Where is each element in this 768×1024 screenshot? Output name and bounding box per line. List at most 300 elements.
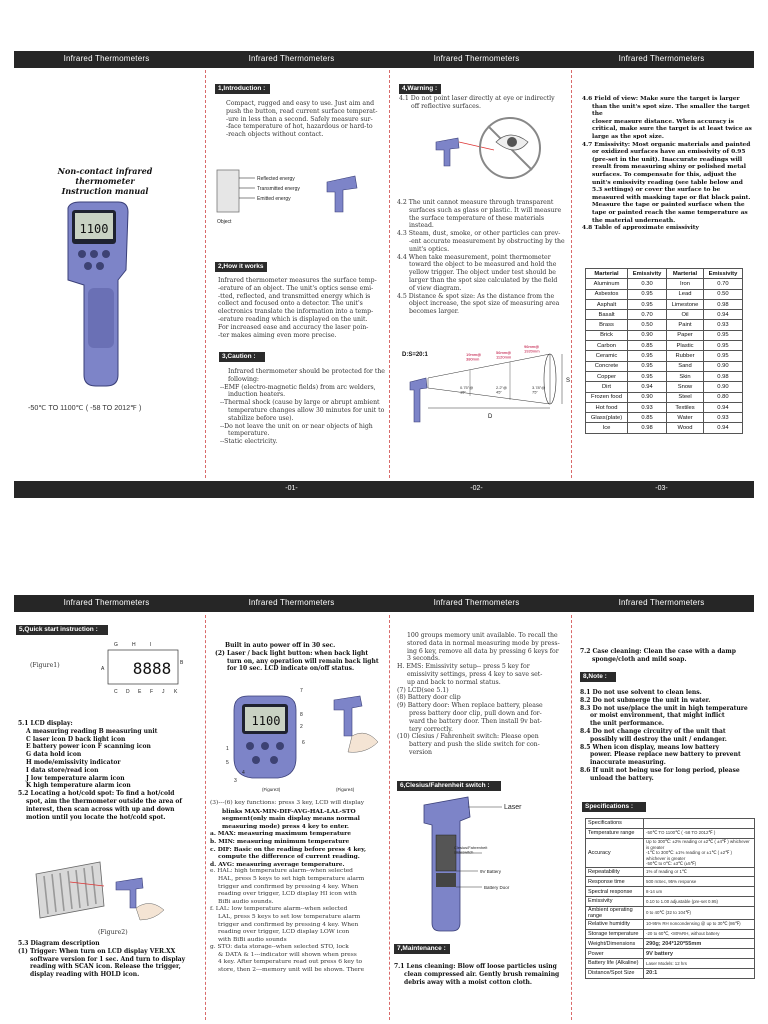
keys-line: blinks MAX-MIN-DIF-AVG-HAL-LAL-STO (222, 807, 356, 815)
hot-cold-spot-illustration (30, 858, 200, 930)
note-heading: 8,Note : (580, 672, 616, 682)
fov-line: Measure the tape or painted surface when the (592, 201, 745, 209)
emissivity-cell: 0.90 (703, 382, 742, 392)
reflected-energy-label: Reflected energy (257, 176, 295, 182)
emissivity-cell: Dirt (586, 382, 628, 392)
spec-key: Emissivity (586, 896, 644, 906)
spec-key: Response time (586, 877, 644, 887)
qs-line: reading with SCAN icon. Release the trigger, (30, 963, 181, 971)
spec-row (586, 929, 755, 939)
column-divider (389, 615, 390, 1020)
emissivity-cell: Sand (667, 361, 704, 371)
maint-line: clean compressed air. Gently brush remaining (404, 970, 560, 978)
qs-line: A measuring reading B measuring unit (26, 727, 158, 735)
keys-line: store, then 2---memory unit will be shown. There (218, 967, 365, 974)
qs-line: H mode/emissivity indicator (26, 758, 121, 766)
qs-line: J low temperature alarm icon (26, 774, 125, 782)
spec-key: Ambient operating range (586, 906, 644, 919)
emissivity-cell: Brick (586, 330, 628, 340)
warning-line: of view diagram. (409, 284, 462, 292)
emissivity-cell: Asphalt (586, 299, 628, 309)
caution-line: stabilize before use). (228, 414, 294, 422)
keys-line: compute the difference of current reading. (218, 853, 360, 861)
spec-key: Temperature range (586, 828, 644, 838)
d-label: D (488, 414, 493, 420)
header-title-1: Infrared Thermometers (63, 54, 150, 63)
how-line: Infrared thermometer measures the surface temp- (218, 277, 377, 284)
spec-row (586, 867, 755, 877)
emissivity-cell: 0.94 (703, 402, 742, 412)
caution-text (220, 368, 385, 446)
callout-1: 1 (226, 746, 229, 752)
warning-line: 4.5 Distance & spot size: As the distance from the (397, 292, 555, 300)
fov-line: 4.6 Field of view: Make sure the target is larger (582, 95, 740, 102)
how-line: electronics translate the information into a temp- (218, 308, 374, 316)
spec-value: 1% of reading or 1℃ (644, 867, 755, 877)
qs-line: display reading with HOLD icon. (30, 971, 140, 979)
emissivity-header-row (586, 269, 743, 279)
spec-key: Repeatability (586, 867, 644, 877)
emissivity-cell: 0.95 (703, 330, 742, 340)
keys-line: trigger and confirmed by pressing 4 key. When (218, 921, 359, 928)
emissivity-cell: Steel (667, 392, 704, 402)
emissivity-cell: 0.94 (703, 310, 742, 320)
battery-switch-illustration (420, 795, 540, 935)
spec-key: Spectral response (586, 887, 644, 897)
keys-line: c. DIF: Basic on the reading before press 4 key, (210, 845, 367, 853)
spec-value: 0 to 40℃ (32 to 104℉) (644, 906, 755, 919)
keys-line: reading over trigger, LCD display LOW icon (218, 929, 350, 936)
case-cleaning-text (580, 648, 762, 664)
keys-line: b. MIN: measuring minimum temperature (210, 837, 350, 845)
spec-table (585, 818, 755, 979)
emissivity-row (586, 310, 743, 320)
key-functions-text (210, 800, 388, 975)
cf-switch-label: Clesius/Fahrenheit slideswitch (454, 845, 488, 855)
maint-line: 7.1 Lens cleaning: Blow off loose particles using (394, 963, 557, 970)
object-label: Object (217, 219, 232, 225)
page-number: -03- (655, 485, 668, 492)
keys-illustration (226, 688, 386, 796)
keys-line: a. MAX: measuring maximum temperature (210, 830, 351, 838)
emissivity-cell: 0.93 (628, 402, 667, 412)
emissivity-cell: 0.30 (628, 279, 667, 289)
emissivity-cell: 0.93 (703, 413, 742, 423)
qs-line: (1) Trigger: When turn on LCD display VER.XX (18, 947, 176, 955)
spec-key: Distance/Spot Size (586, 968, 644, 978)
memory-line: press battery door clip, pull down and for- (409, 709, 542, 717)
spec-row (586, 838, 755, 867)
keys-line: (2) Laser / back light button: when back light (215, 649, 369, 657)
note-line: power. Please replace new battery to prevent (590, 751, 741, 759)
spec-value: Laser Models: 12 hrs (644, 958, 755, 968)
emissivity-cell: Wood (667, 423, 704, 433)
callout-8: 8 (300, 712, 303, 718)
spec-key: Weight/Dimensions (586, 939, 644, 949)
keys-line: f. LAL: low temperature alarm--when selected (210, 906, 348, 913)
emissivity-cell: 0.95 (628, 371, 667, 381)
memory-line: 100 groups memory unit available. To recall the (407, 632, 558, 639)
warning-line: 4.4 When take measurement, point thermometer (397, 253, 551, 261)
emissivity-cell: 0.93 (703, 320, 742, 330)
warning-line: larger than the spot size calculated by the field (409, 276, 558, 284)
caution-line: --Static electricity. (220, 438, 278, 446)
maint-line: 7.2 Case cleaning: Clean the case with a damp (580, 648, 736, 655)
laser-label: Laser (504, 804, 522, 811)
header-title-4: Infrared Thermometers (618, 54, 705, 63)
emissivity-cell: Basalt (586, 310, 628, 320)
fov-line: than the unit's spot size. The smaller the target the (592, 102, 750, 118)
cover-temp-range: -50℃ TO 1100℃ ( -58 TO 2012℉ ) (28, 403, 142, 412)
qs-line: G data hold icon (26, 751, 82, 759)
how-heading: 2,How it works : (215, 262, 267, 272)
memory-line: (9) Battery door: When replace battery, please (397, 702, 543, 710)
emissivity-row (586, 351, 743, 361)
qs-line: software version for 1 sec. And turn to display (30, 955, 186, 963)
header-title-3: Infrared Thermometers (433, 598, 520, 607)
transmitted-energy-label: Transmitted energy (257, 186, 300, 192)
keys-top-text (215, 642, 387, 673)
emissivity-cell: Paint (667, 320, 704, 330)
fov-line: 4.8 Table of approximate emissivity (582, 224, 699, 232)
fov-line: large as the spot size. (592, 132, 664, 140)
fov-line: 5.3 settings) or cover the surface to be (592, 186, 721, 194)
intro-text (226, 100, 386, 139)
qs-line: 5.3 Diagram description (18, 940, 100, 947)
cover-subtitle: Instruction manual (61, 186, 149, 196)
warning-line: becomes larger. (409, 308, 459, 316)
callout-4: 4 (242, 770, 245, 776)
caution-line: temperature. (228, 430, 270, 438)
emissivity-cell: 0.98 (703, 299, 742, 309)
callout-5: 5 (226, 760, 229, 766)
note-line: 8.2 Do not submerge the unit in water. (580, 696, 711, 704)
battery-door-label: Battery Door (484, 885, 510, 890)
quickstart-heading: 5,Quick start instruction : (16, 625, 108, 635)
spec-value: -20 to 60℃, <80%RH, without battery (644, 929, 755, 939)
top-header-bar (14, 51, 754, 68)
warning-line: 4.3 Steam, dust, smoke, or other particles can prev- (397, 230, 561, 238)
emissivity-table (585, 268, 743, 434)
emissivity-cell: 0.90 (703, 361, 742, 371)
emissivity-cell: Water (667, 413, 704, 423)
distance-spot-diagram (400, 342, 575, 427)
spec-row (586, 949, 755, 959)
qs-line: C laser icon D back light icon (26, 735, 126, 743)
energy-diagram (215, 168, 365, 228)
keys-line: for 10 sec. LCD indicate on/off status. (227, 665, 355, 673)
emissivity-cell: Snow (667, 382, 704, 392)
spec-row (586, 968, 755, 978)
figure4-label: (Figure4) (336, 787, 355, 792)
emissivity-row (586, 299, 743, 309)
warning-line: yellow trigger. The object under test should be (409, 269, 556, 277)
memory-line: tery correctly. (409, 725, 453, 733)
warning-line: toward the object to be measured and hold the (409, 261, 557, 269)
qs-line: interest, then scan across with up and down (26, 805, 175, 813)
warning-heading: 4,Warning : (399, 84, 441, 94)
spec-key: Relative humidity (586, 919, 644, 929)
qs-line: K high temperature alarm icon (26, 782, 131, 790)
lcd-letter-d: D (126, 689, 130, 695)
figure2-label: (Figure2) (98, 929, 128, 936)
how-line: -erature of an object. The unit's optics sense emi- (218, 284, 374, 292)
header-title-1: Infrared Thermometers (63, 598, 150, 607)
callout-2: 2 (300, 724, 303, 730)
lcd-letter-f: F (150, 689, 154, 695)
emissivity-row (586, 279, 743, 289)
keys-line: & DATA & 1---indicator will shown when press (218, 951, 357, 958)
how-text (218, 277, 386, 339)
spec-value: 290g; 204*120*55mm (644, 939, 755, 949)
caution-line: following: (228, 375, 260, 383)
ds-ratio-label: D:S=20:1 (402, 352, 428, 358)
keys-line: Built in auto power off in 30 sec. (225, 642, 336, 649)
memory-line: stored data in normal measuring mode by press- (407, 639, 560, 647)
warning-line: instead. (409, 222, 434, 230)
caution-line: --Do not leave the unit on or near objects of high (220, 422, 373, 430)
memory-line: version (409, 748, 432, 756)
emissivity-cell: 0.94 (703, 423, 742, 433)
memory-line: ward the battery door. Then install 9v bat- (409, 717, 542, 725)
fov-line: or oxidized surfaces have an emissivity of 0.95 (592, 148, 746, 156)
emissivity-row (586, 330, 743, 340)
battery-label: 9V Battery (480, 869, 502, 874)
how-line: -tted, reflected, and transmitted energy which is (218, 292, 371, 300)
spot-bottom-label-2: 2.2"@ 45" (496, 385, 508, 395)
spec-key: Accuracy (586, 838, 644, 867)
lcd-diagram (100, 640, 185, 695)
cover-lcd-reading: 1100 (79, 222, 109, 236)
footer-bar (14, 481, 754, 498)
warning-text-1 (399, 95, 569, 111)
fov-line: unit's emissivity reading (see table below and (592, 178, 743, 186)
keys-line: e. HAL: high temperature alarm--when selected (210, 868, 353, 875)
emissivity-cell: 0.95 (628, 299, 667, 309)
note-line: inaccurate measuring. (590, 759, 666, 767)
emissivity-cell: Frozen food (586, 392, 628, 402)
note-line: 8.6 If unit not being use for long period, please (580, 766, 740, 774)
lcd-letter-i: I (150, 642, 152, 648)
emissivity-cell: Aluminum (586, 279, 628, 289)
keys-line: (3)---(6) key functions: press 3 key, LCD will display (210, 800, 365, 806)
emissivity-row (586, 289, 743, 299)
callout-6: 6 (302, 740, 305, 746)
emissivity-row (586, 402, 743, 412)
emissivity-cell: 0.95 (628, 351, 667, 361)
emissivity-cell: Textiles (667, 402, 704, 412)
bottom-header-bar (14, 595, 754, 612)
keys-lcd-reading: 1100 (251, 714, 281, 728)
emissivity-cell: Oil (667, 310, 704, 320)
intro-line: -ure in less than a second. Safely measure sur- (226, 115, 373, 123)
emissivity-row (586, 423, 743, 433)
spec-value: 9V battery (644, 949, 755, 959)
spec-row (586, 896, 755, 906)
emissivity-cell: 0.85 (628, 413, 667, 423)
qs-line: 5.2 Locating a hot/cold spot: To find a hot/cold (18, 790, 175, 798)
how-line: collect and focused onto a detector. The unit's (218, 300, 363, 308)
intro-line: push the button, read current surface temperat- (226, 107, 378, 115)
how-line: -erature reading which is displayed on the unit. (218, 315, 368, 323)
caution-line: induction heaters. (228, 391, 286, 399)
spec-key: Storage temperature (586, 929, 644, 939)
memory-line: (7) LCD(see 5.1) (397, 686, 449, 694)
spec-value: 0.10 to 1.00 adjustable (pre-set 0.95) (644, 896, 755, 906)
header-title-2: Infrared Thermometers (248, 598, 335, 607)
column-divider (571, 615, 572, 1020)
emissivity-cell: Ice (586, 423, 628, 433)
warning-line: 4.1 Do not point laser directly at eye or indirectly (399, 95, 555, 102)
fov-line: closer measure distance. When accuracy is (592, 117, 734, 125)
emissivity-cell: 0.98 (628, 423, 667, 433)
spec-value: -50℃ TO 1100℃ ( -58 TO 2012℉ ) (644, 828, 755, 838)
lcd-digits: 8888 (132, 659, 172, 678)
col-header: Marterial (586, 269, 628, 279)
spot-label-2: 56mm@ 1120mm (496, 350, 512, 360)
emissivity-cell: Plastic (667, 341, 704, 351)
spec-row (586, 887, 755, 897)
note-line: unload the battery. (590, 774, 654, 782)
switch-heading: 6,Clesius/Fahrenheit switch : (397, 781, 501, 791)
qs-line: spot, aim the thermometer outside the area of (26, 797, 182, 805)
intro-line: Compact, rugged and easy to use. Just aim and (226, 100, 375, 107)
note-line: or moist environment, that might inflict (590, 712, 725, 720)
qs-line: motion until you locate the hot/cold spot. (26, 813, 166, 821)
keys-line: LAL, press 5 keys to set low temperature alarm (218, 913, 361, 920)
how-line: -ter makes aiming even more precise. (218, 331, 337, 339)
lcd-letter-c: C (114, 689, 118, 695)
emissivity-cell: 0.90 (628, 392, 667, 402)
figure3-label: (Figure3) (262, 787, 281, 792)
emissivity-cell: Copper (586, 371, 628, 381)
spot-bottom-label-1: 0.75"@ 15" (460, 385, 474, 395)
memory-line: battery and push the slide switch for con- (409, 741, 540, 749)
fov-line: (pre-set in the unit). Inaccurate readings will (592, 155, 743, 163)
spec-value: 500 mSec, 95% response (644, 877, 755, 887)
lcd-letter-g: G (114, 642, 118, 648)
page-number: -01- (285, 485, 298, 492)
lcd-letter-k: K (174, 689, 178, 695)
emissivity-cell: Hot food (586, 402, 628, 412)
keys-line: turn on, any operation will remain back light (227, 657, 379, 665)
fov-line: critical, make sure the target is at least twice as (592, 125, 752, 133)
emissivity-cell: Asbestos (586, 289, 628, 299)
spec-value: 10-95% RH noncondensing @ up to 30℃ (86℉) (644, 919, 755, 929)
intro-line: -reach objects without contact. (226, 131, 324, 139)
emissivity-cell: Concrete (586, 361, 628, 371)
emissivity-cell: 0.85 (628, 341, 667, 351)
lcd-letter-j: J (162, 689, 165, 695)
column-divider (205, 615, 206, 1020)
qs-line: I data store/read icon (26, 766, 99, 774)
emissivity-cell: Brass (586, 320, 628, 330)
emissivity-cell: 0.70 (703, 279, 742, 289)
memory-line: (10) Clesius / Fahrenheit switch: Please open (397, 733, 539, 741)
keys-line: with BiBi audio sounds (218, 936, 287, 943)
spec-key: Specifications (586, 819, 644, 829)
fov-line: measured with masking tape or flat black paint. (592, 193, 751, 201)
page-number: -02- (470, 485, 483, 492)
note-line: 8.3 Do not use/place the unit in high temperature (580, 704, 748, 712)
emissivity-cell: Carbon (586, 341, 628, 351)
memory-line: (8) Battery door clip (397, 694, 461, 702)
lcd-letter-h: H (132, 642, 136, 648)
emissivity-cell: 0.95 (703, 351, 742, 361)
keys-line: 4 key. After temperature read out press 6 key to (218, 959, 363, 966)
keys-line: BiBi audio sounds. (218, 898, 274, 905)
note-text (580, 689, 762, 783)
emissivity-cell: Skin (667, 371, 704, 381)
fov-line: surfaces. To compensate for this, adjust the (592, 170, 737, 178)
maint-line: debris away with a moist cotton cloth. (404, 978, 532, 986)
keys-line: HAL, press 5 keys to set high temperature alarm (218, 875, 365, 882)
note-line: possibly will destroy the unit / endanger. (590, 735, 727, 743)
header-title-4: Infrared Thermometers (618, 598, 705, 607)
intro-line: -face temperature of hot, hazardous or hard-to (226, 123, 373, 131)
caution-line: Infrared thermometer should be protected for the (228, 368, 385, 375)
maintenance-heading: 7,Maintenance : (394, 944, 450, 954)
emissivity-cell: 0.94 (628, 382, 667, 392)
memory-line: H. EMS: Emissivity setup-- press 5 key for (397, 663, 530, 671)
emissivity-row (586, 413, 743, 423)
warning-line: -ent accurate measurement by obstructing by the (409, 237, 565, 245)
emissivity-cell: Iron (667, 279, 704, 289)
warning-text-2 (397, 199, 569, 316)
lcd-letter-b: B (180, 660, 184, 666)
memory-line: 3 seconds. (407, 655, 441, 663)
spec-row (586, 819, 755, 829)
emissivity-cell: 0.50 (628, 320, 667, 330)
keys-line: d. AVG: measuring average temperature. (210, 860, 345, 868)
spec-key: Battery life (Alkaline) (586, 958, 644, 968)
warning-line: 4.2 The unit cannot measure through transparent (397, 199, 554, 206)
laser-eye-warning-illustration (432, 112, 552, 192)
emissivity-cell: 0.50 (703, 289, 742, 299)
emissivity-cell: 0.90 (628, 330, 667, 340)
warning-line: surfaces such as glass or plastic. It will measure (409, 206, 562, 214)
fov-line: tape or painted reach the same temperature as (592, 208, 748, 216)
lcd-letter-a: A (101, 666, 105, 672)
emissivity-cell: 0.98 (703, 371, 742, 381)
keys-line: trigger and confirmed by pressing 4 key. When (218, 883, 359, 890)
emissivity-row (586, 320, 743, 330)
thermometer-illustration (60, 200, 135, 390)
warning-line: the surface temperature of these materials (409, 214, 545, 222)
spec-row (586, 877, 755, 887)
fov-text (582, 95, 762, 232)
emissivity-row (586, 341, 743, 351)
col-header: Marterial (667, 269, 704, 279)
fov-line: the material underneath. (592, 216, 676, 224)
memory-text (397, 632, 569, 757)
lcd-description (18, 720, 204, 821)
keys-line: measuring mode) press 4 key to enter. (222, 822, 349, 830)
emissivity-cell: Lead (667, 289, 704, 299)
emissivity-cell: 0.95 (628, 289, 667, 299)
spot-label-1: 19mm@ 380mm (466, 352, 482, 362)
diagram-description (18, 940, 204, 979)
keys-line: reading over trigger, LCD display HI icon with (218, 891, 357, 898)
qs-line: 5.1 LCD display: (18, 720, 73, 727)
note-line: 8.4 Do not change circuitry of the unit that (580, 727, 726, 735)
spec-heading: Specifications : (582, 802, 646, 812)
cover-title: Non-contact infrared thermometer (57, 166, 153, 186)
lcd-letter-e: E (138, 689, 142, 695)
fov-line: result from measuring shiny or polished metal (592, 163, 746, 171)
note-line: 8.5 When icon display, means low battery (580, 743, 720, 751)
callout-3: 3 (234, 778, 237, 784)
